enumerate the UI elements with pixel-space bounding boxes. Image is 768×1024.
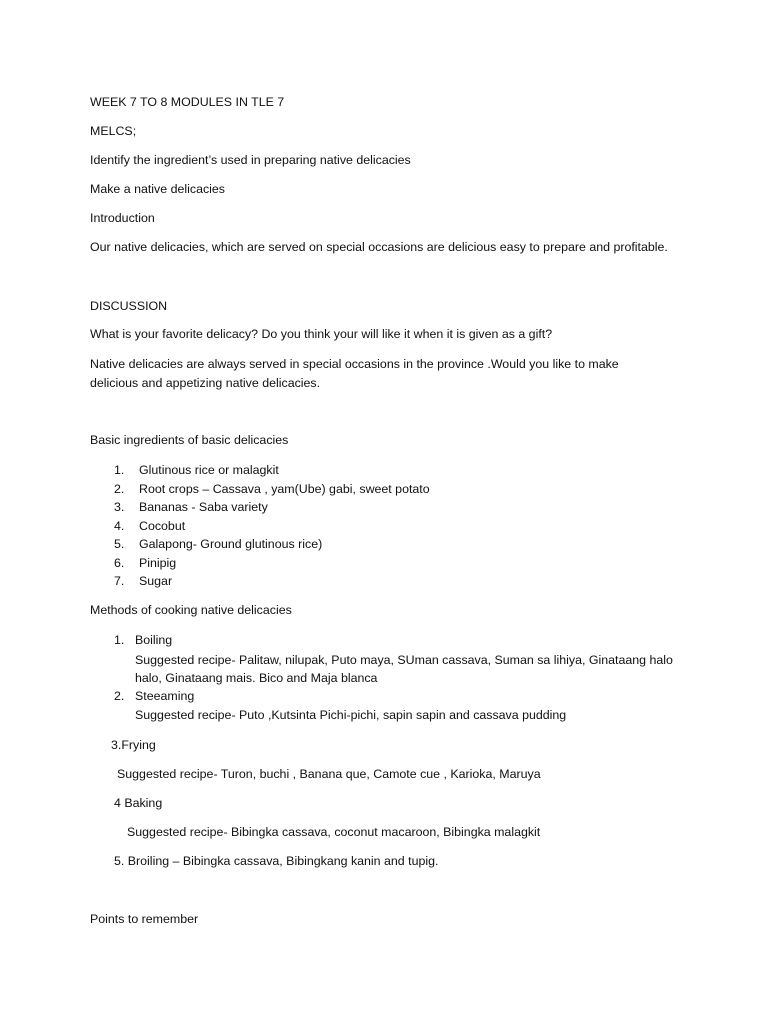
list-number: 1. <box>114 633 125 647</box>
ingredients-heading: Basic ingredients of basic delicacies <box>90 433 289 447</box>
ingredient-item: Glutinous rice or malagkit <box>139 463 279 477</box>
method-frying: 3.Frying <box>111 738 156 752</box>
introduction-text: Our native delicacies, which are served on special occasions are delicious easy to prepare and profitable. <box>90 240 668 254</box>
list-number: 1. <box>114 463 125 477</box>
method-recipe-line: Suggested recipe- Bibingka cassava, coconut macaroon, Bibingka malagkit <box>127 825 541 839</box>
document-title: WEEK 7 TO 8 MODULES IN TLE 7 <box>90 95 285 109</box>
discussion-text-line: Native delicacies are always served in special occasions in the province .Would you like to make <box>90 357 619 371</box>
ingredient-item: Galapong- Ground glutinous rice) <box>139 537 323 551</box>
list-number: 2. <box>114 689 125 703</box>
points-heading: Points to remember <box>90 912 199 926</box>
method-boiling: Boiling <box>135 633 173 647</box>
method-baking: 4 Baking <box>114 796 163 810</box>
ingredient-item: Bananas - Saba variety <box>139 500 268 514</box>
method-recipe-line: Suggested recipe- Puto ,Kutsinta Pichi-pichi, sapin sapin and cassava pudding <box>135 708 567 722</box>
method-recipe-line: Suggested recipe- Turon, buchi , Banana que, Camote cue , Karioka, Maruya <box>117 767 541 781</box>
list-number: 4. <box>114 519 125 533</box>
discussion-question: What is your favorite delicacy? Do you think your will like it when it is given as a gift? <box>90 327 553 341</box>
ingredient-item: Root crops – Cassava , yam(Ube) gabi, sweet potato <box>139 482 430 496</box>
melcs-item: Make a native delicacies <box>90 182 225 196</box>
list-number: 3. <box>114 500 125 514</box>
method-recipe-line: halo, Ginataang mais. Bico and Maja blanca <box>135 671 378 685</box>
list-number: 6. <box>114 556 125 570</box>
discussion-heading: DISCUSSION <box>90 299 168 313</box>
ingredient-item: Sugar <box>139 574 173 588</box>
method-broiling: 5. Broiling – Bibingka cassava, Bibingkang kanin and tupig. <box>114 854 439 868</box>
ingredient-item: Cocobut <box>139 519 186 533</box>
melcs-heading: MELCS; <box>90 124 137 138</box>
list-number: 5. <box>114 537 125 551</box>
discussion-text-line: delicious and appetizing native delicacies. <box>90 376 321 390</box>
melcs-item: Identify the ingredient’s used in preparing native delicacies <box>90 153 411 167</box>
method-steaming: Steeaming <box>135 689 195 703</box>
methods-heading: Methods of cooking native delicacies <box>90 603 292 617</box>
ingredient-item: Pinipig <box>139 556 177 570</box>
introduction-heading: Introduction <box>90 211 155 225</box>
list-number: 7. <box>114 574 125 588</box>
method-recipe-line: Suggested recipe- Palitaw, nilupak, Puto maya, SUman cassava, Suman sa lihiya, Ginataang halo <box>135 653 673 667</box>
list-number: 2. <box>114 482 125 496</box>
